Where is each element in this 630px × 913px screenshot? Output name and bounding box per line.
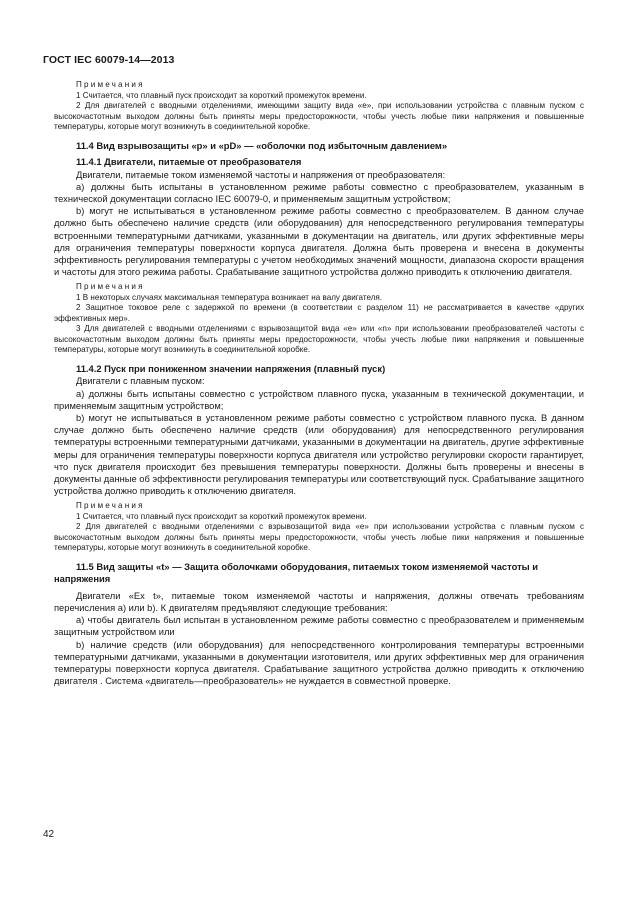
- document-header: ГОСТ IEC 60079-14—2013: [43, 54, 175, 66]
- subsection-heading: 11.4.2 Пуск при пониженном значении напряжения (плавный пуск): [76, 362, 386, 374]
- page-number: 42: [43, 829, 55, 840]
- paragraph: а) чтобы двигатель был испытан в установленном режиме работы совместно с преобразователем и применяемым защитным устройством или: [54, 615, 584, 638]
- section-heading: 11.4 Вид взрывозащиты «р» и «pD» — «оболочки под избыточным давлением»: [76, 139, 448, 151]
- note-item: 2 Для двигателей с вводными отделениями с взрывозащитой вида «е» при использовании устройства с плавным пуском с высокочастотным выходом должны быть приняты меры предосторожности, чтобы учесть любые пики напряжения и повышенные температуры, которые могут возникнуть в соединительной коробке.: [54, 522, 584, 553]
- subsection-heading: 11.4.1 Двигатели, питаемые от преобразователя: [76, 156, 302, 167]
- notes-title: Примечания: [76, 501, 145, 511]
- note-item: 1 В некоторых случаях максимальная температура возникает на валу двигателя.: [76, 292, 383, 302]
- paragraph: b) наличие средств (или оборудования) для непосредственного контролирования температуры встроенными температурными датчиками, указанными в документации изготовителя, или других эффективных мер для ограничения температуры поверхности корпуса двигателя. Срабатывание защитного устройства должно приводить к отключению двигателя . Система «двигатель—преобразователь» не нуждается в совместной проверке.: [54, 639, 584, 687]
- paragraph: Двигатели, питаемые током изменяемой частоты и напряжения от преобразователя:: [76, 169, 446, 180]
- paragraph: b) могут не испытываться в установленном режиме работы совместно с преобразователем. В данном случае должно быть обеспечено наличие средств (или оборудования) для непосредственного регулирования температуры встроенными температурными датчиками, указанными в документации на двигатель, или других эффективные меры для ограничения температуры поверхности корпуса двигателя. Должна быть проверена и внесена в документы эффективность регулирования температуры с учетом необходимых значений мощности, диапазона скорости вращения и частоты для этого режима работы. Срабатывание защитного устройства должно приводить к отключению двигателя.: [54, 206, 584, 278]
- paragraph: а) должны быть испытаны в установленном режиме работы совместно с преобразователем, указанным в технической документации согласно IEC 60079-0, и применяемым защитным устройством;: [54, 181, 584, 204]
- note-item: 3 Для двигателей с вводными отделениями с взрывозащитой вида «е» или «n» при использовании преобразователей частоты с высокочастотным выходом должны быть приняты меры предосторожности, чтобы учесть любые пики напряжения и повышенные температуры, которые могут возникнуть в соединительной коробке.: [54, 324, 584, 355]
- paragraph: а) должны быть испытаны совместно с устройством плавного пуска, указанным в технической документации, и применяемым защитным устройством;: [54, 388, 584, 411]
- paragraph: Двигатели «Ex t», питаемые током изменяемой частоты и напряжения, должны отвечать требованиям перечисления а) или b). К двигателям предъявляют следующие требования:: [54, 590, 584, 614]
- note-item: 1 Считается, что плавный пуск происходит за короткий промежуток времени.: [76, 90, 367, 100]
- paragraph: Двигатели с плавным пуском:: [76, 376, 205, 387]
- notes-title: Примечания: [76, 282, 145, 292]
- paragraph: b) могут не испытываться в установленном режиме работы совместно с устройством плавного пуска. В данном случае должно быть обеспечено наличие средств (или оборудования) для непосредственного регулирования температуры встроенными температурными датчиками, указанными в документации на двигатель, другие эффективные меры для ограничения температуры поверхности корпуса двигателя или устройство регулировки скорости гарантирует, что пуск двигателя происходит без превышения температуры поверхности. Должны быть проверены и внесены в документы данные об эффективности регулирования температуры или соответствующий пуск. Срабатывание защитного устройства должно приводить к отключению двигателя.: [54, 412, 584, 497]
- notes-title: Примечания: [76, 80, 145, 89]
- page-content: [54, 80, 584, 687]
- section-heading: 11.5 Вид защиты «t» — Защита оболочками оборудования, питаемых током изменяемой частоты и напряжения: [54, 560, 539, 585]
- note-item: 2 Для двигателей с вводными отделениями, имеющими защиту вида «е», при использовании устройства с плавным пуском с высокочастотным выходом должны быть приняты меры предосторожности, чтобы учесть любые пики напряжения и повышенные температуры, которые могут возникнуть в соединительной коробке.: [54, 101, 584, 131]
- note-item: 1 Считается, что плавный пуск происходит за короткий промежуток времени.: [76, 511, 367, 521]
- note-item: 2 Защитное токовое реле с задержкой по времени (в соответствии с разделом 11) не рассматривается в качестве «других эффективных мер».: [54, 303, 584, 323]
